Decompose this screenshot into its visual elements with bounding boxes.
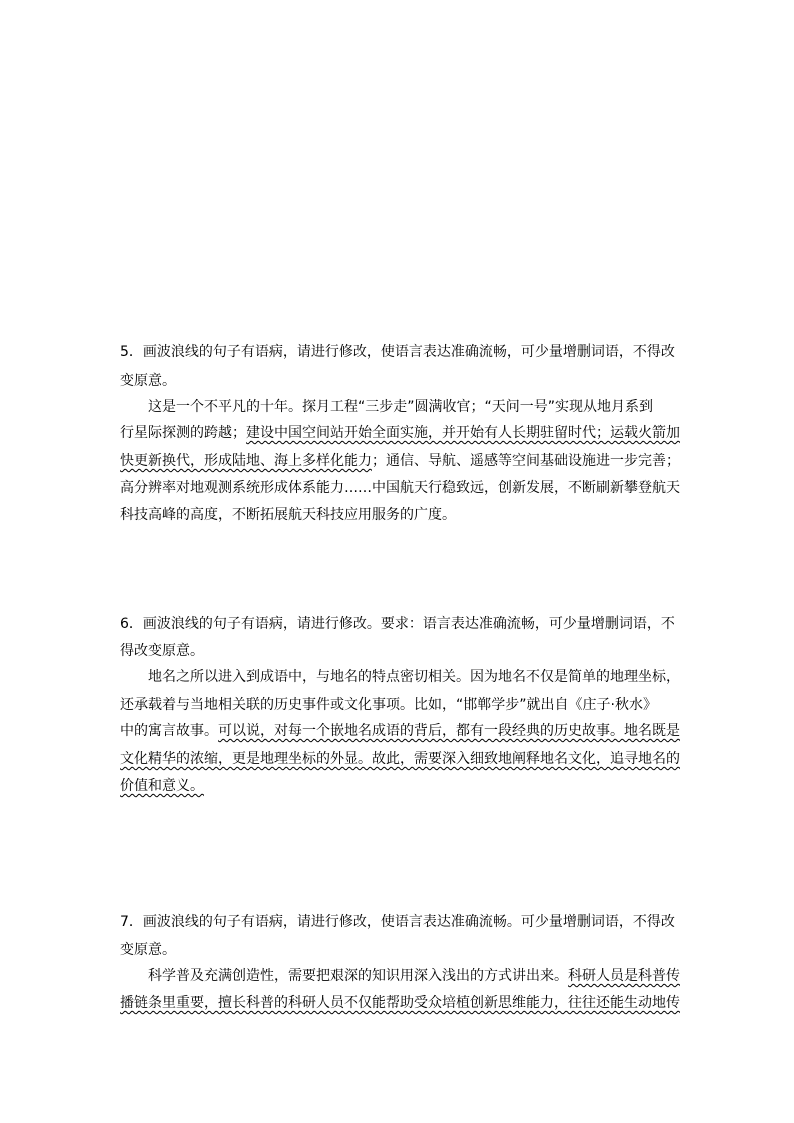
q5-title-line-2: 变原意。 (120, 373, 176, 389)
q5-passage-text: ；通信、导航、遥感等空间基础设施进一步完善； (372, 453, 680, 469)
q6-passage-line-1: 地名之所以进入到成语中，与地名的特点密切相关。因为地名不仅是简单的地理坐标， (148, 669, 680, 685)
q6-passage-line-2: 还承载着与当地相关联的历史事件或文化事项。比如，“邯郸学步”就出自《庄子·秋水》 (120, 697, 657, 713)
q6-passage-text: 中的寓言故事。 (120, 723, 218, 739)
q6-title-line-2: 得改变原意。 (120, 643, 204, 659)
q7-title-line-2: 变原意。 (120, 942, 176, 958)
q5-passage-line-2 (120, 424, 680, 442)
q7-wavy-sentence: 科研人员是科普传 (568, 968, 680, 984)
q6-passage-line-3 (120, 722, 680, 740)
q5-wavy-sentence-cont: 快更新换代，形成陆地、海上多样化能力 (120, 453, 372, 469)
q5-passage-line-5: 科技高峰的高度，不断拓展航天科技应用服务的广度。 (120, 507, 456, 523)
q7-passage-text: 科学普及充满创造性，需要把艰深的知识用深入浅出的方式讲出来。 (148, 968, 568, 984)
q5-passage-line-1: 这是一个不平凡的十年。探月工程“三步走”圆满收官；“天问一号”实现从地月系到 (148, 399, 654, 415)
q6-wavy-sentence-end: 价值和意义。 (120, 778, 204, 794)
q6-wavy-sentence-cont: 文化精华的浓缩，更是地理坐标的外显。故此，需要深入细致地阐释地名文化，追寻地名的 (120, 751, 680, 767)
q6-wavy-sentence: 可以说，对每一个嵌地名成语的背后，都有一段经典的历史故事。地名既是 (218, 723, 680, 739)
q7-title-line-1: 7．画波浪线的句子有语病，请进行修改，使语言表达准确流畅。可少量增删词语，不得改 (120, 914, 675, 930)
q6-passage-line-4 (120, 750, 680, 768)
q7-passage-line-1 (148, 967, 708, 985)
q5-wavy-sentence: 建设中国空间站开始全面实施，并开始有人长期驻留时代；运载火箭加 (246, 425, 680, 441)
q6-passage-line-5 (120, 777, 680, 795)
q5-passage-text: 行星际探测的跨越； (120, 425, 246, 441)
q7-wavy-sentence-cont: 播链条里重要，擅长科普的科研人员不仅能帮助受众培植创新思维能力，往往还能生动地传 (120, 995, 680, 1011)
q6-title-line-1: 6．画波浪线的句子有语病，请进行修改。要求：语言表达准确流畅，可少量增删词语，不 (120, 616, 675, 632)
q5-passage-line-4: 高分辨率对地观测系统形成体系能力……中国航天行稳致远，创新发展，不断刷新攀登航天 (120, 480, 680, 496)
q5-passage-line-3 (120, 452, 680, 470)
q5-title-line-1: 5．画波浪线的句子有语病，请进行修改，使语言表达准确流畅，可少量增删词语，不得改 (120, 344, 675, 360)
q7-passage-line-2 (120, 994, 680, 1012)
